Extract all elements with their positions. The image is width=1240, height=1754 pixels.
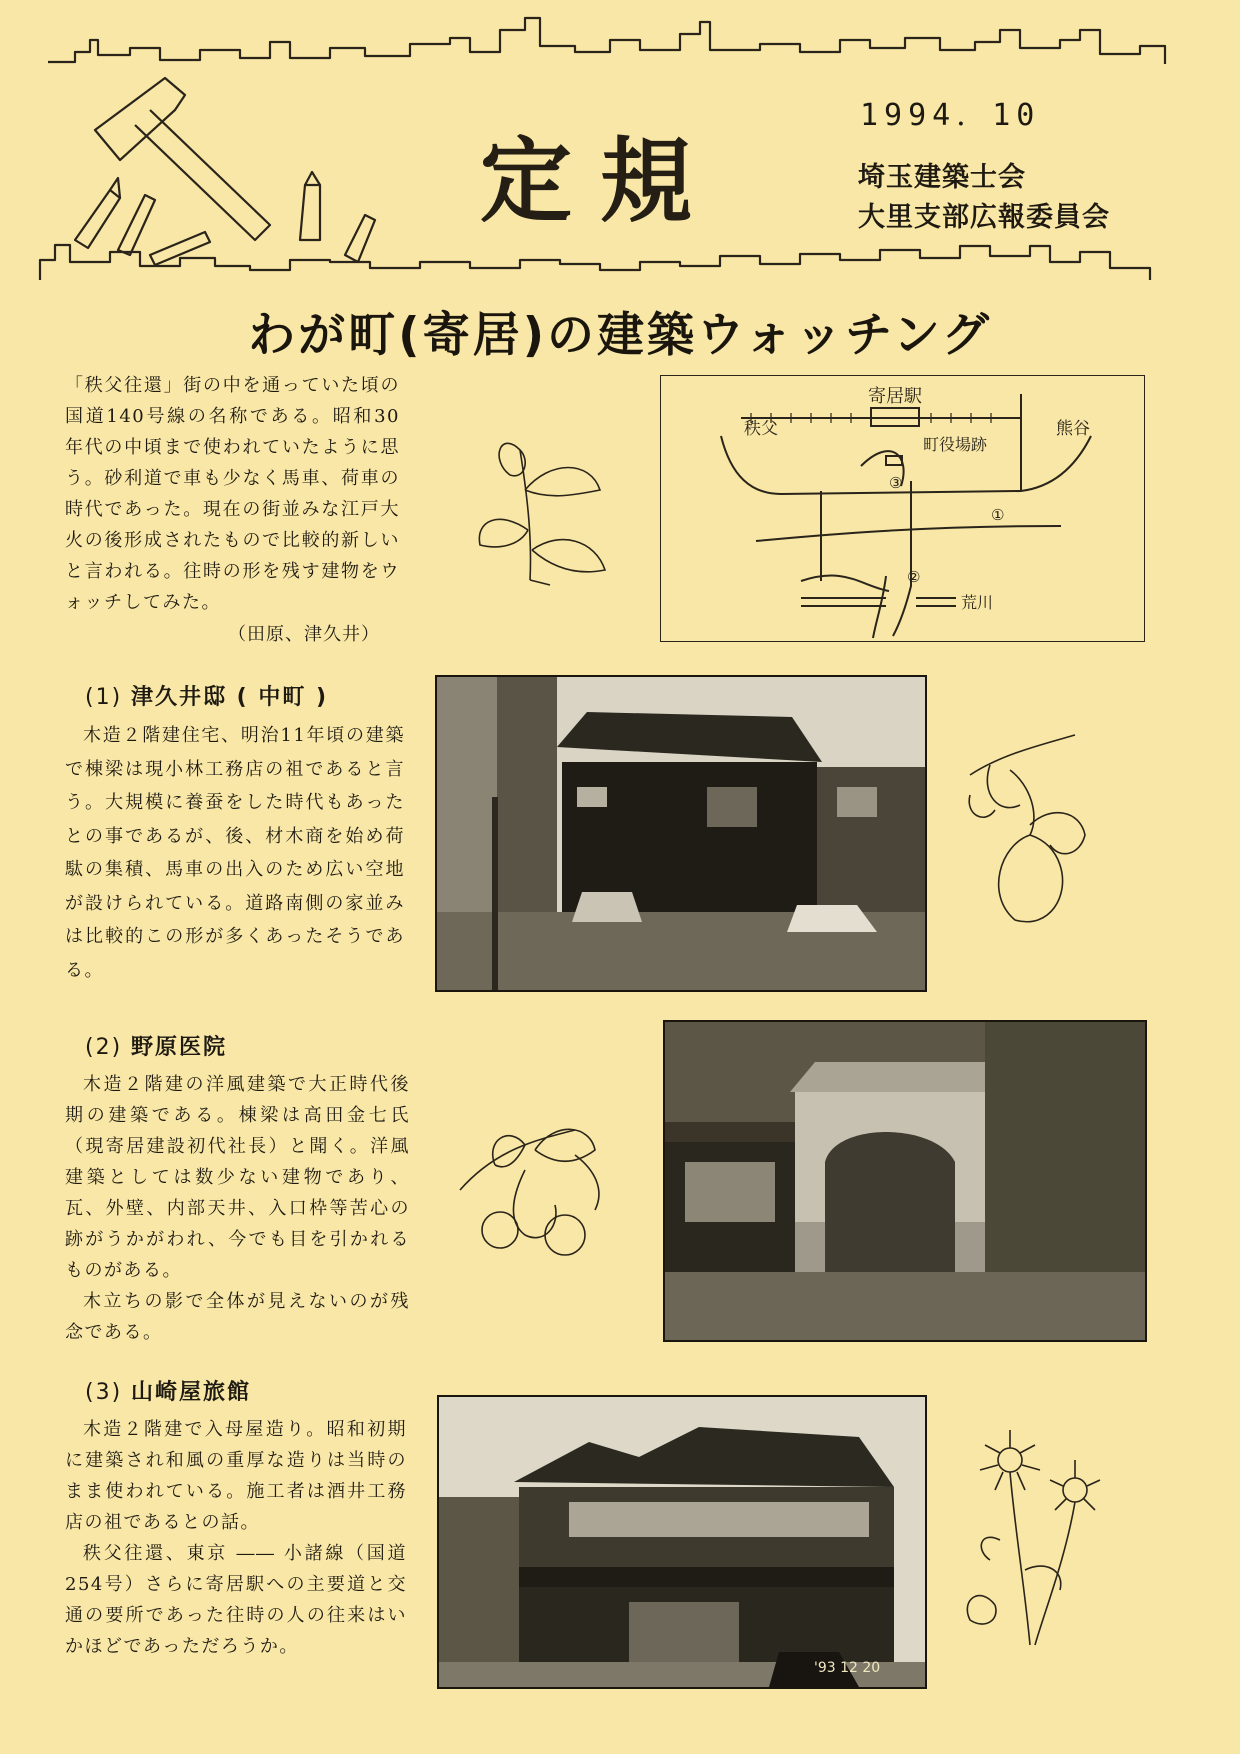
map-river-label: 荒川 <box>961 593 994 612</box>
section-nohara-clinic <box>65 1030 410 1348</box>
map-marker-2: ② <box>907 568 921 586</box>
section-yamazakiya-inn <box>65 1375 407 1662</box>
issue-date: 1994．10 <box>860 98 1041 133</box>
area-map <box>660 375 1145 642</box>
flower-sketch-icon <box>950 1420 1130 1650</box>
photo-tsukui-residence <box>435 675 927 992</box>
publisher-committee: 大里支部広報委員会 <box>858 202 1110 233</box>
photo-nohara-clinic <box>663 1020 1147 1342</box>
map-marker-1: ① <box>991 506 1005 524</box>
intro-block <box>65 370 400 646</box>
section-2-text-2: 木立ちの影で全体が見えないのが残念である。 <box>65 1291 410 1343</box>
section-2-text: 木造２階建の洋風建築で大正時代後期の建築である。棟梁は高田金七氏（現寄居建設初代社長）と聞く。洋風建築としては数少ない建物であり、瓦、外壁、内部天井、入口枠等苦心の跡がうかがわれ、今でも目を引かれるものがある。 <box>65 1074 410 1281</box>
map-marker-3: ③ <box>889 474 903 492</box>
section-3-text-2: 秩父往還、東京 ―― 小諸線（国道254号）さらに寄居駅への主要道と交通の要所であった往時の人の往来はいかほどであっただろうか。 <box>65 1543 407 1657</box>
map-kumagaya-label: 熊谷 <box>1056 419 1090 439</box>
photo-yamazakiya-inn <box>437 1395 927 1689</box>
section-tsukui-residence <box>65 680 405 987</box>
intro-text: 「秩父往還」街の中を通っていた頃の国道140号線の名称である。昭和30年代の中頃まで使われていたように思う。砂利道で車も少なく馬車、荷車の時代であった。現在の街並みな江戸大火の後形成されたもので比較的新しいと言われる。往時の形を残す建物をウォッチしてみた。 <box>65 375 400 613</box>
gourd-sketch-icon <box>960 725 1100 935</box>
newsletter-title: 定規 <box>479 128 720 235</box>
section-1-title: (1) 津久井邸 ( 中町 ) <box>85 685 329 710</box>
fruit-branch-sketch-icon <box>455 1110 615 1260</box>
map-town-office-label: 町役場跡 <box>923 435 988 454</box>
photo-date-stamp: '93 12 20 <box>814 1660 881 1676</box>
intro-authors: （田原、津久井） <box>228 624 380 645</box>
publisher-association: 埼玉建築士会 <box>858 162 1026 193</box>
map-chichibu-label: 秩父 <box>744 419 778 439</box>
section-3-title: (3) 山崎屋旅館 <box>85 1380 252 1405</box>
map-station-label: 寄居駅 <box>868 386 922 407</box>
section-3-text: 木造２階建で入母屋造り。昭和初期に建築され和風の重厚な造りは当時のまま使われている。施工者は酒井工務店の祖であるとの話。 <box>65 1419 407 1533</box>
section-1-text: 木造２階建住宅、明治11年頃の建築で棟梁は現小林工務店の祖であると言う。大規模に養蚕をした時代もあったとの事であるが、後、材木商を始め荷駄の集積、馬車の出入のため広い空地が設けられている。道路南側の家並みは比較的この形が多くあったそうである。 <box>65 725 405 981</box>
main-road <box>756 526 1061 541</box>
section-2-title: (2) 野原医院 <box>85 1035 228 1060</box>
main-headline: わが町(寄居)の建築ウォッチング <box>248 308 992 363</box>
lily-sketch-icon <box>470 420 620 590</box>
